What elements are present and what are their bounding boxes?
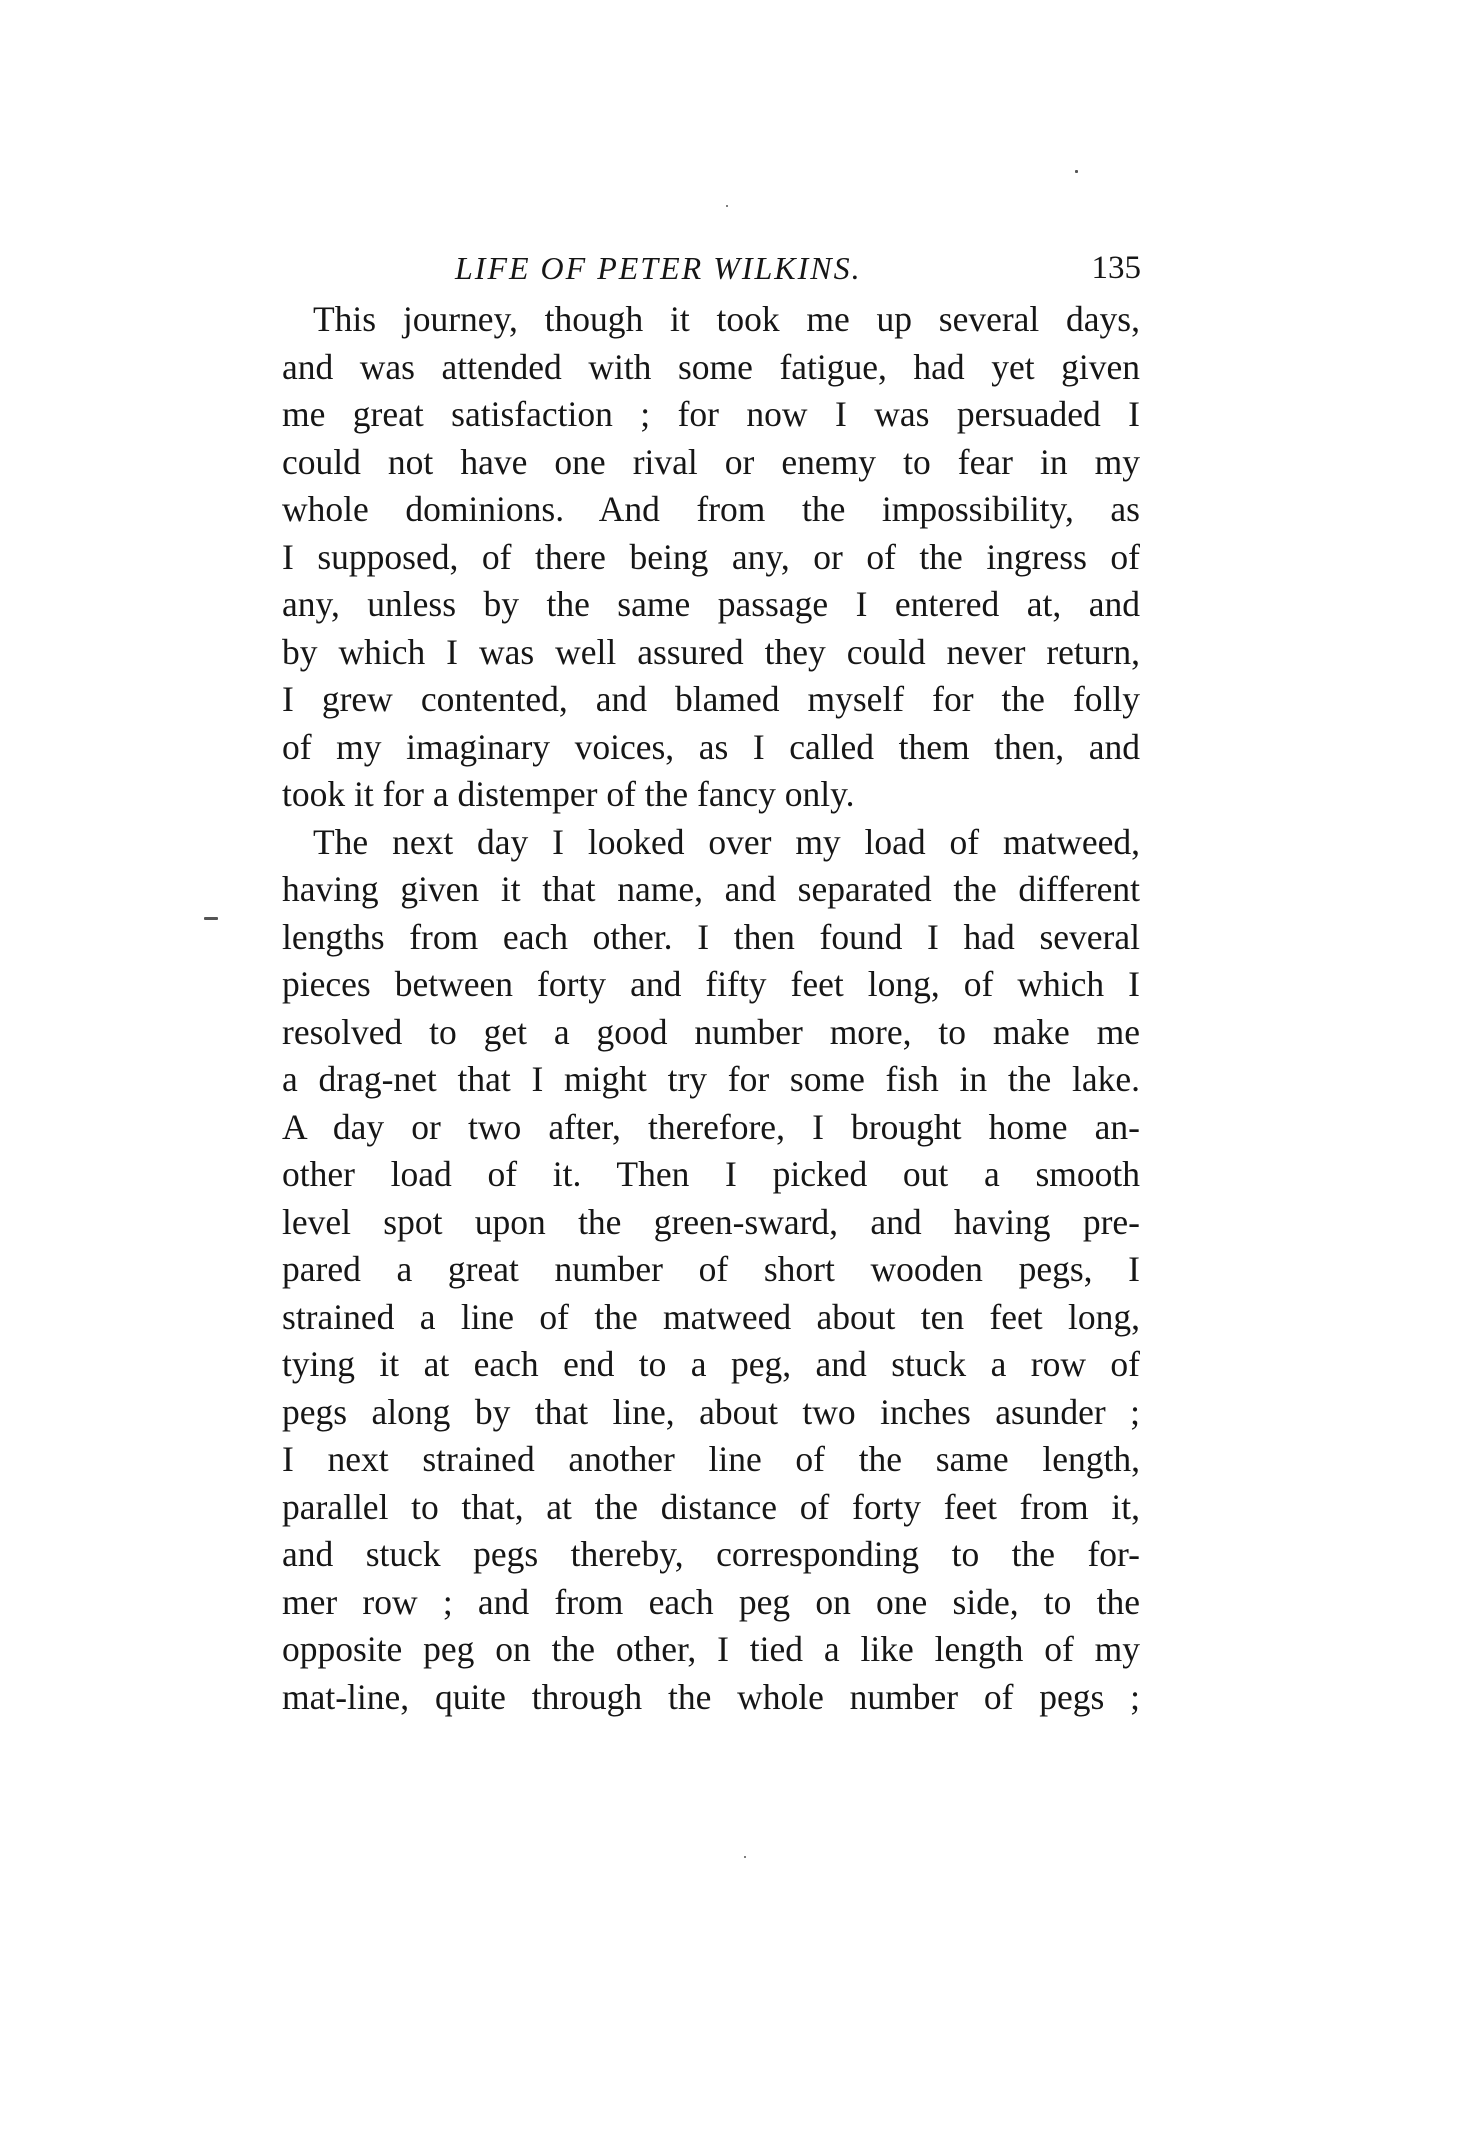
text-line: took it for a distemper of the fancy only. — [282, 774, 855, 814]
text-line: I grew contented, and blamed myself for the folly — [282, 679, 1140, 719]
margin-mark — [204, 917, 218, 920]
text-line: me great satisfaction ; for now I was persuaded I — [282, 394, 1140, 434]
body-text — [282, 296, 1140, 1721]
text-line: The next day I looked over my load of matweed, — [313, 821, 1140, 862]
print-speck — [1075, 170, 1078, 173]
text-line: whole dominions. And from the impossibility, as — [282, 489, 1140, 529]
text-line: pared a great number of short wooden pegs, I — [282, 1249, 1140, 1289]
text-line: This journey, though it took me up several days, — [313, 299, 1140, 339]
text-line: of my imaginary voices, as I called them then, and — [282, 726, 1140, 767]
text-line: could not have one rival or enemy to fear in my — [282, 441, 1140, 482]
page-number: 135 — [1091, 250, 1141, 286]
running-title: LIFE OF PETER WILKINS. — [455, 250, 862, 286]
text-line: having given it that name, and separated the different — [282, 869, 1140, 909]
paragraph — [282, 296, 1140, 819]
print-speck — [726, 205, 728, 207]
text-line: pieces between forty and fifty feet long, of which I — [282, 964, 1140, 1004]
text-line: parallel to that, at the distance of forty feet from it, — [282, 1486, 1140, 1527]
text-line: level spot upon the green-sward, and having pre- — [282, 1201, 1140, 1242]
text-line: mer row ; and from each peg on one side, to the — [282, 1581, 1140, 1622]
text-line: a drag-net that I might try for some fish in the lake. — [282, 1059, 1140, 1099]
text-line: pegs along by that line, about two inches asunder ; — [282, 1391, 1140, 1432]
paragraph — [282, 819, 1140, 1722]
text-line: mat-line, quite through the whole number of pegs ; — [282, 1676, 1140, 1717]
text-line: opposite peg on the other, I tied a like length of my — [282, 1629, 1140, 1669]
text-line: I next strained another line of the same length, — [282, 1439, 1140, 1479]
page-header — [285, 250, 1145, 300]
text-line: A day or two after, therefore, I brought home an- — [282, 1106, 1140, 1147]
text-line: and stuck pegs thereby, corresponding to the for- — [282, 1534, 1140, 1574]
text-line: strained a line of the matweed about ten feet long, — [282, 1296, 1140, 1337]
print-speck — [744, 1856, 746, 1858]
text-line: I supposed, of there being any, or of the ingress of — [282, 536, 1140, 577]
text-line: by which I was well assured they could never return, — [282, 631, 1140, 672]
text-line: resolved to get a good number more, to make me — [282, 1011, 1140, 1052]
text-line: and was attended with some fatigue, had yet given — [282, 346, 1140, 387]
text-line: other load of it. Then I picked out a smooth — [282, 1154, 1140, 1194]
text-line: any, unless by the same passage I entered at, and — [282, 584, 1140, 624]
text-line: tying it at each end to a peg, and stuck a row of — [282, 1344, 1140, 1384]
text-line: lengths from each other. I then found I had several — [282, 916, 1140, 957]
